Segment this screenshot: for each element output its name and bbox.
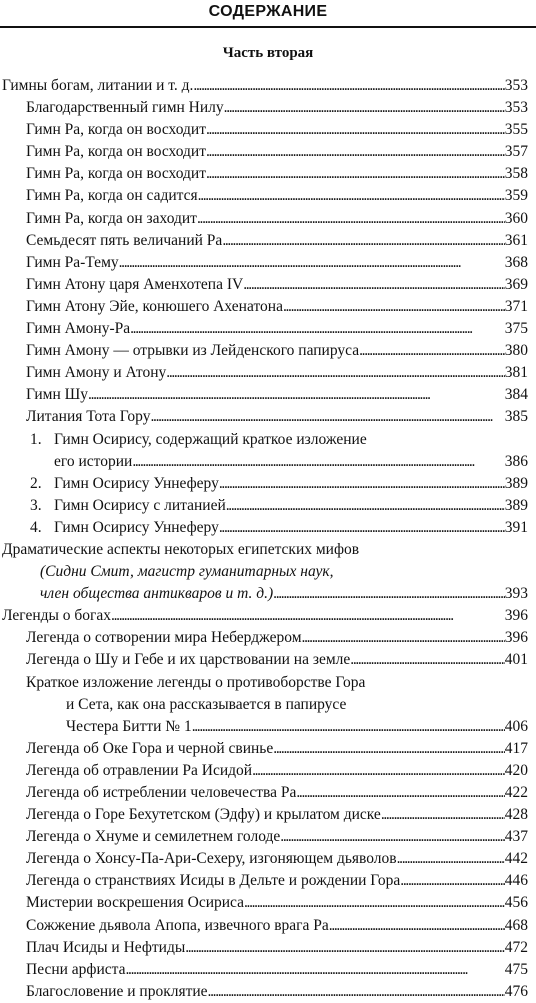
toc-page-number: 456 [504,894,528,912]
toc-page-number: 357 [504,143,528,161]
toc-page-number: 472 [504,938,528,956]
toc-entry: Легенда о странствиях Исиды в Дельте и рождении Гора . . . 446 [0,870,536,892]
toc-entry: Легенда о Хнуме и семилетнем голоде . . . 437 [0,826,536,848]
toc-entry: 2. Гимн Осирису Уннеферу . . . 389 [0,473,536,495]
toc-page-number: 437 [504,828,528,846]
toc-page-number: 384 [504,386,528,404]
toc-page-number: 355 [504,121,528,139]
toc-item-number: 2. [30,474,42,492]
toc-entry: Легенда о Шу и Гебе и их царствовании на земле . . . 401 [0,649,536,671]
toc-entry: член общества антикваров и т. д.) . . . 393 [0,583,536,605]
toc-page-number: 386 [504,452,528,470]
toc-item-number: 4. [30,518,42,536]
toc-entry: Гимны богам, литании и т. д. . . . 353 [0,75,536,97]
toc-page-number: 380 [504,342,528,360]
toc-entry: Плач Исиды и Нефтиды . . . 472 [0,937,536,959]
toc-page-number: 391 [504,518,528,536]
toc-page-number: 476 [504,982,528,1000]
toc-entry: Честера Битти № 1 . . . 406 [0,716,536,738]
toc-entry: Гимн Шу . . . 384 [0,384,536,406]
toc-page-number: 442 [504,850,528,868]
toc-entry: Песни арфиста . . . 475 [0,959,536,981]
toc-entry: Сожжение дьявола Апопа, извечного врага Ра . . . 468 [0,915,536,937]
toc-entry: Гимн Ра, когда он восходит . . . 357 [0,141,536,163]
page-title: СОДЕРЖАНИЕ [208,3,328,20]
toc-entry: Гимн Амону и Атону . . . 381 [0,362,536,384]
toc-page-number: 369 [504,275,528,293]
toc-page-number: 375 [504,320,528,338]
toc-page-number: 371 [504,297,528,315]
toc-page-number: 396 [504,629,528,647]
toc-entry: Благодарственный гимн Нилу . . . 353 [0,97,536,119]
toc-page-number: 475 [504,960,528,978]
toc-page-number: 428 [504,806,528,824]
toc-entry: Гимн Ра, когда он заходит . . . 360 [0,208,536,230]
toc-page-number: 359 [504,187,528,205]
toc-entry: (Сидни Смит, магистр гуманитарных наук, [40,563,334,581]
toc-entry: Гимн Атону Эйе, конюшего Ахенатона . . . 371 [0,296,536,318]
toc-entry: Мистерии воскрешения Осириса . . . 456 [0,892,536,914]
toc-page-number: 406 [504,717,528,735]
toc-entry: и Сета, как она рассказывается в папирусе [66,695,347,713]
toc-page-number: 396 [504,607,528,625]
toc-entry: Литания Тота Гору . . . 385 [0,406,536,428]
section-title: Часть вторая [222,45,314,61]
toc-page-number: 389 [504,496,528,514]
toc-entry: Гимн Амону — отрывки из Лейденского папируса . . . 380 [0,340,536,362]
toc-page-number: 420 [504,761,528,779]
toc-page-number: 361 [504,231,528,249]
toc-entry: 3. Гимн Осирису с литанией . . . 389 [0,495,536,517]
toc-entry: Гимн Ра, когда он восходит . . . 355 [0,119,536,141]
toc-entry: 1. Гимн Осирису, содержащий краткое изложение [0,429,536,451]
toc-entry: Легенды о богах . . . 396 [0,605,536,627]
toc-page-number: 446 [504,872,528,890]
toc-page-number: 368 [504,253,528,271]
toc-page-number: 389 [504,474,528,492]
toc-entry: Легенда об истреблении человечества Ра . . . 422 [0,782,536,804]
toc-item-number: 3. [30,496,42,514]
toc-entry: Легенда о Хонсу-Па-Ари-Сехеру, изгоняющем дьяволов . . . 442 [0,848,536,870]
toc-entry: Драматические аспекты некоторых египетских мифов [2,540,360,558]
toc-entry: Гимн Ра, когда он восходит . . . 358 [0,163,536,185]
toc-entry: Легенда об отравлении Ра Исидой . . . 420 [0,760,536,782]
page-header [0,0,536,28]
toc-page-number: 353 [504,99,528,117]
toc-page-number: 401 [504,651,528,669]
table-of-contents [0,75,536,1003]
toc-entry: Легенда о Горе Бехутетском (Эдфу) и крылатом диске . . . 428 [0,804,536,826]
toc-entry: Гимн Ра-Тему . . . 368 [0,252,536,274]
toc-page-number: 360 [504,209,528,227]
toc-page-number: 468 [504,916,528,934]
toc-entry: Благословение и проклятие . . . 476 [0,981,536,1003]
toc-page-number: 358 [504,165,528,183]
toc-entry: его истории . . . 386 [0,451,536,473]
toc-page-number: 381 [504,364,528,382]
toc-entry: Гимн Атону царя Аменхотепа IV . . . 369 [0,274,536,296]
toc-page-number: 393 [504,585,528,603]
toc-entry: Краткое изложение легенды о противоборстве Гора [26,673,366,691]
toc-page-number: 385 [504,408,528,426]
toc-entry: Легенда об Оке Гора и черной свинье . . . 417 [0,738,536,760]
toc-entry: Гимн Ра, когда он садится . . . 359 [0,185,536,207]
toc-page-number: 353 [504,77,528,94]
toc-entry: Семьдесят пять величаний Ра . . . 361 [0,230,536,252]
toc-entry: Гимн Амону-Ра . . . 375 [0,318,536,340]
toc-item-number: 1. [30,430,42,448]
toc-page-number: 422 [504,784,528,801]
toc-entry: Легенда о сотворении мира Неберджером . . . 396 [0,627,536,649]
toc-page-number: 417 [504,739,528,757]
toc-entry: 4. Гимн Осирису Уннеферу . . . 391 [0,517,536,539]
